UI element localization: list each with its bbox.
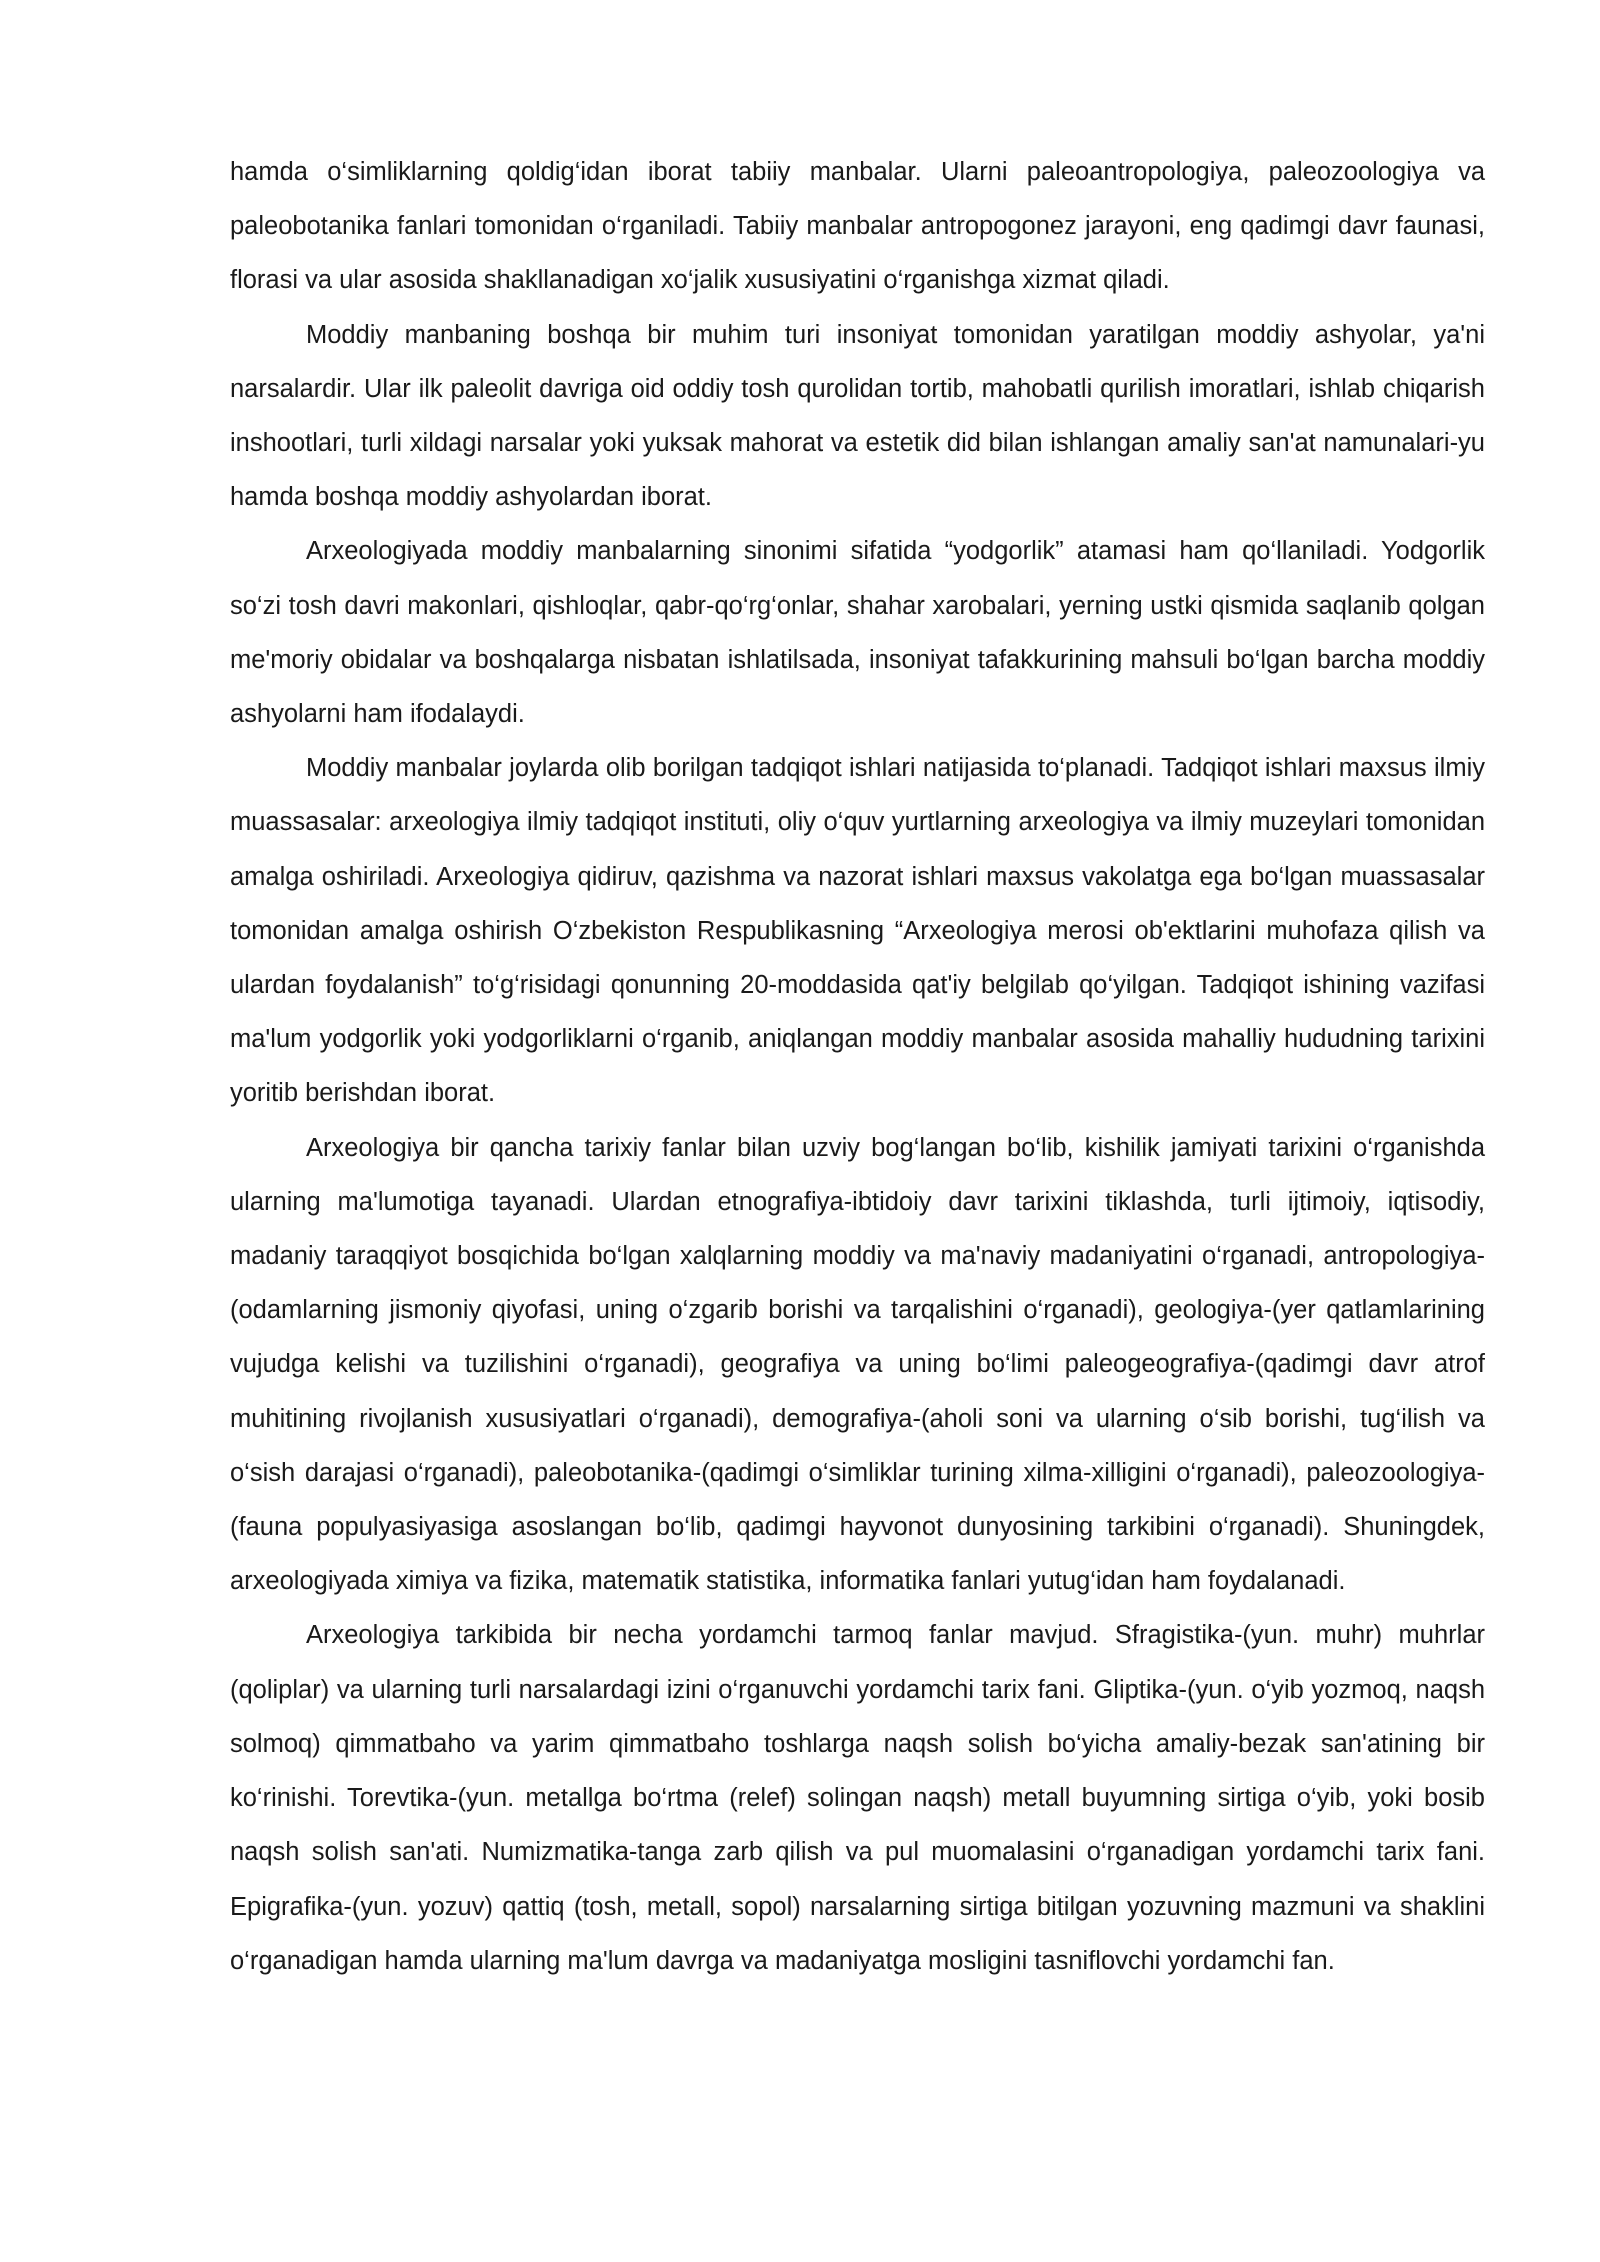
paragraph-research-work: Moddiy manbalar joylarda olib borilgan tadqiqot ishlari natijasida to‘planadi. Tadqiqot ishlari maxsus ilmiy muassasalar: arxeologiya ilmiy tadqiqot instituti, oliy o‘quv yurtlarning arxeologiya va ilmiy muzeylari tomonidan amalga oshiriladi. Arxeologiya qidiruv, qazishma va nazorat ishlari maxsus vakolatga ega bo‘lgan muassasalar tomonidan amalga oshirish O‘zbekiston Respublikasning “Arxeologiya merosi ob'ektlarini muhofaza qilish va ulardan foydalanish” to‘g‘risidagi qonunning 20-moddasida qat'iy belgilab qo‘yilgan. Tadqiqot ishining vazifasi ma'lum yodgorlik yoki yodgorliklarni o‘rganib, aniqlangan moddiy manbalar asosida mahalliy hududning tarixini yoritib berishdan iborat. xyxy=(230,754,1485,1108)
paragraph-continuation: hamda o‘simliklarning qoldig‘idan iborat tabiiy manbalar. Ularni paleoantropologiya, paleozoologiya va paleobotanika fanlari tomonidan o‘rganiladi. Tabiiy manbalar antropogonez jarayoni, eng qadimgi davr faunasi, florasi va ular asosida shakllanadigan xo‘jalik xususiyatini o‘rganishga xizmat qiladi. xyxy=(230,158,1485,295)
paragraph-auxiliary-disciplines: Arxeologiya tarkibida bir necha yordamchi tarmoq fanlar mavjud. Sfragistika-(yun. muhr) muhrlar (qoliplar) va ularning turli narsalardagi izini o‘rganuvchi yordamchi tarix fani. Gliptika-(yun. o‘yib yozmoq, naqsh solmoq) qimmatbaho va yarim qimmatbaho toshlarga naqsh solish bo‘yicha amaliy-bezak san'atining bir ko‘rinishi. Torevtika-(yun. metallga bo‘rtma (relef) solingan naqsh) metall buyumning sirtiga o‘yib, yoki bosib naqsh solish san'ati. Numizmatika-tanga zarb qilish va pul muomalasini o‘rganadigan yordamchi tarix fani. Epigrafika-(yun. yozuv) qattiq (tosh, metall, sopol) narsalarning sirtiga bitilgan yozuvning mazmuni va shaklini o‘rganadigan hamda ularning ma'lum davrga va madaniyatga mosligini tasniflovchi yordamchi fan. xyxy=(230,1621,1485,1975)
paragraph-material-objects: Moddiy manbaning boshqa bir muhim turi insoniyat tomonidan yaratilgan moddiy ashyolar, ya'ni narsalardir. Ular ilk paleolit davriga oid oddiy tosh qurolidan tortib, mahobatli qurilish imoratlari, ishlab chiqarish inshootlari, turli xildagi narsalar yoki yuksak mahorat va estetik did bilan ishlangan amaliy san'at namunalari-yu hamda boshqa moddiy ashyolardan iborat. xyxy=(230,320,1485,512)
paragraph-monument-term: Arxeologiyada moddiy manbalarning sinonimi sifatida “yodgorlik” atamasi ham qo‘llaniladi. Yodgorlik so‘zi tosh davri makonlari, qishloqlar, qabr-qo‘rg‘onlar, shahar xarobalari, yerning ustki qismida saqlanib qolgan me'moriy obidalar va boshqalarga nisbatan ishlatilsada, insoniyat tafakkurining mahsuli bo‘lgan barcha moddiy ashyolarni ham ifodalaydi. xyxy=(230,537,1485,729)
paragraph-related-sciences: Arxeologiya bir qancha tarixiy fanlar bilan uzviy bog‘langan bo‘lib, kishilik jamiyati tarixini o‘rganishda ularning ma'lumotiga tayanadi. Ulardan etnografiya-ibtidoiy davr tarixini tiklashda, turli ijtimoiy, iqtisodiy, madaniy taraqqiyot bosqichida bo‘lgan xalqlarning moddiy va ma'naviy madaniyatini o‘rganadi, antropologiya-(odamlarning jismoniy qiyofasi, uning o‘zgarib borishi va tarqalishini o‘rganadi), geologiya-(yer qatlamlarining vujudga kelishi va tuzilishini o‘rganadi), geografiya va uning bo‘limi paleogeografiya-(qadimgi davr atrof muhitining rivojlanish xususiyatlari o‘rganadi), demografiya-(aholi soni va ularning o‘sib borishi, tug‘ilish va o‘sish darajasi o‘rganadi), paleobotanika-(qadimgi o‘simliklar turining xilma-xilligini o‘rganadi), paleozoologiya-(fauna populyasiyasiga asoslangan bo‘lib, qadimgi hayvonot dunyosining tarkibini o‘rganadi). Shuningdek, arxeologiyada ximiya va fizika, matematik statistika, informatika fanlari yutug‘idan ham foydalanadi. xyxy=(230,1133,1485,1596)
document-body xyxy=(230,145,1485,1988)
